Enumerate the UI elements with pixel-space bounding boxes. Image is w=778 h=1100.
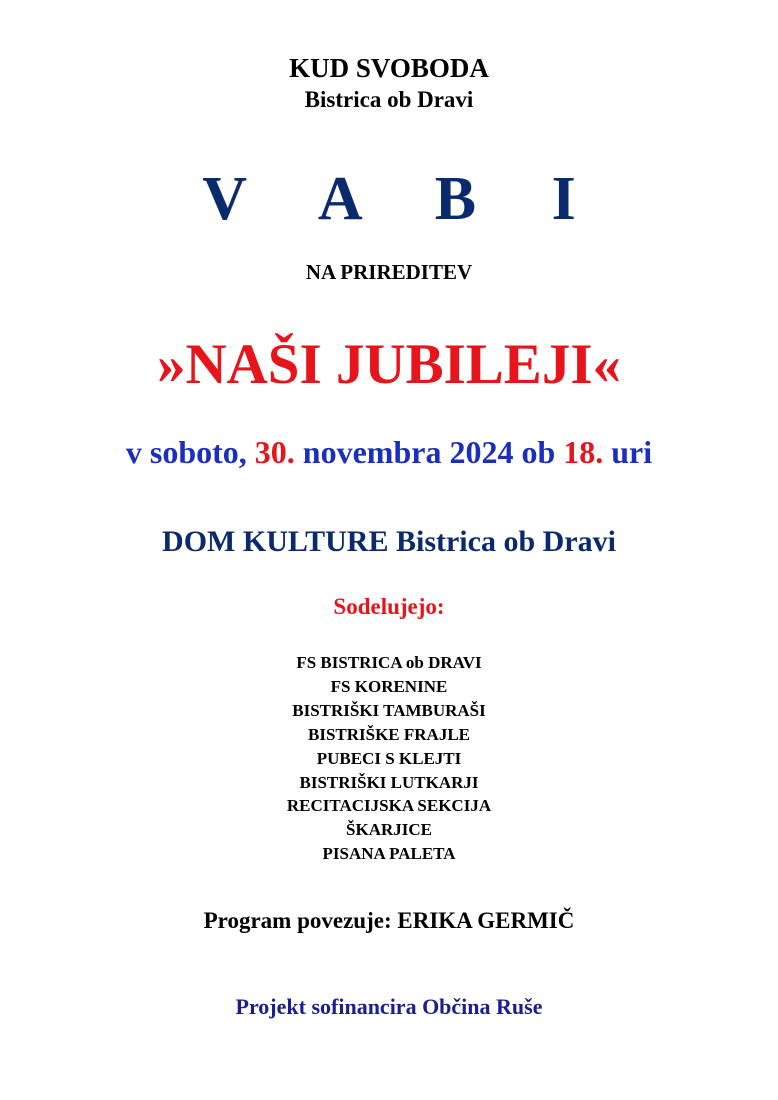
participant-item: PISANA PALETA <box>322 844 456 864</box>
participant-item: FS BISTRICA ob DRAVI <box>296 653 482 672</box>
date-month-year: novembra 2024 <box>302 434 514 470</box>
participant-item: PUBECI S KLEJTI <box>316 748 462 768</box>
time-prefix: ob <box>521 434 556 470</box>
organization-location: Bistrica ob Dravi <box>304 87 474 112</box>
event-date <box>0 436 778 468</box>
participants-list <box>0 651 778 866</box>
organization-name: KUD SVOBODA <box>289 53 489 83</box>
participants-heading: Sodelujejo: <box>333 594 445 619</box>
participant-item: ŠKARJICE <box>346 820 432 840</box>
participant-item: RECITACIJSKA SEKCIJA <box>286 796 492 816</box>
participant-item: BISTRIŠKE FRAJLE <box>307 724 471 744</box>
event-venue: DOM KULTURE Bistrica ob Dravi <box>162 525 616 558</box>
participant-item: FS KORENINE <box>330 676 448 696</box>
date-day: 30. <box>254 434 295 470</box>
program-host: Program povezuje: ERIKA GERMIČ <box>203 908 575 933</box>
participant-item: BISTRIŠKI LUTKARJI <box>299 772 479 792</box>
invite-heading: V A B I <box>202 165 606 233</box>
time-suffix: uri <box>611 434 653 470</box>
invite-subtitle: NA PRIREDITEV <box>305 260 473 284</box>
date-prefix: v soboto, <box>125 434 247 470</box>
sponsor-note: Projekt sofinancira Občina Ruše <box>235 994 543 1019</box>
participant-item: BISTRIŠKI TAMBURAŠI <box>292 700 486 720</box>
event-title: »NAŠI JUBILEJI« <box>156 333 622 396</box>
time-hour: 18. <box>563 434 604 470</box>
